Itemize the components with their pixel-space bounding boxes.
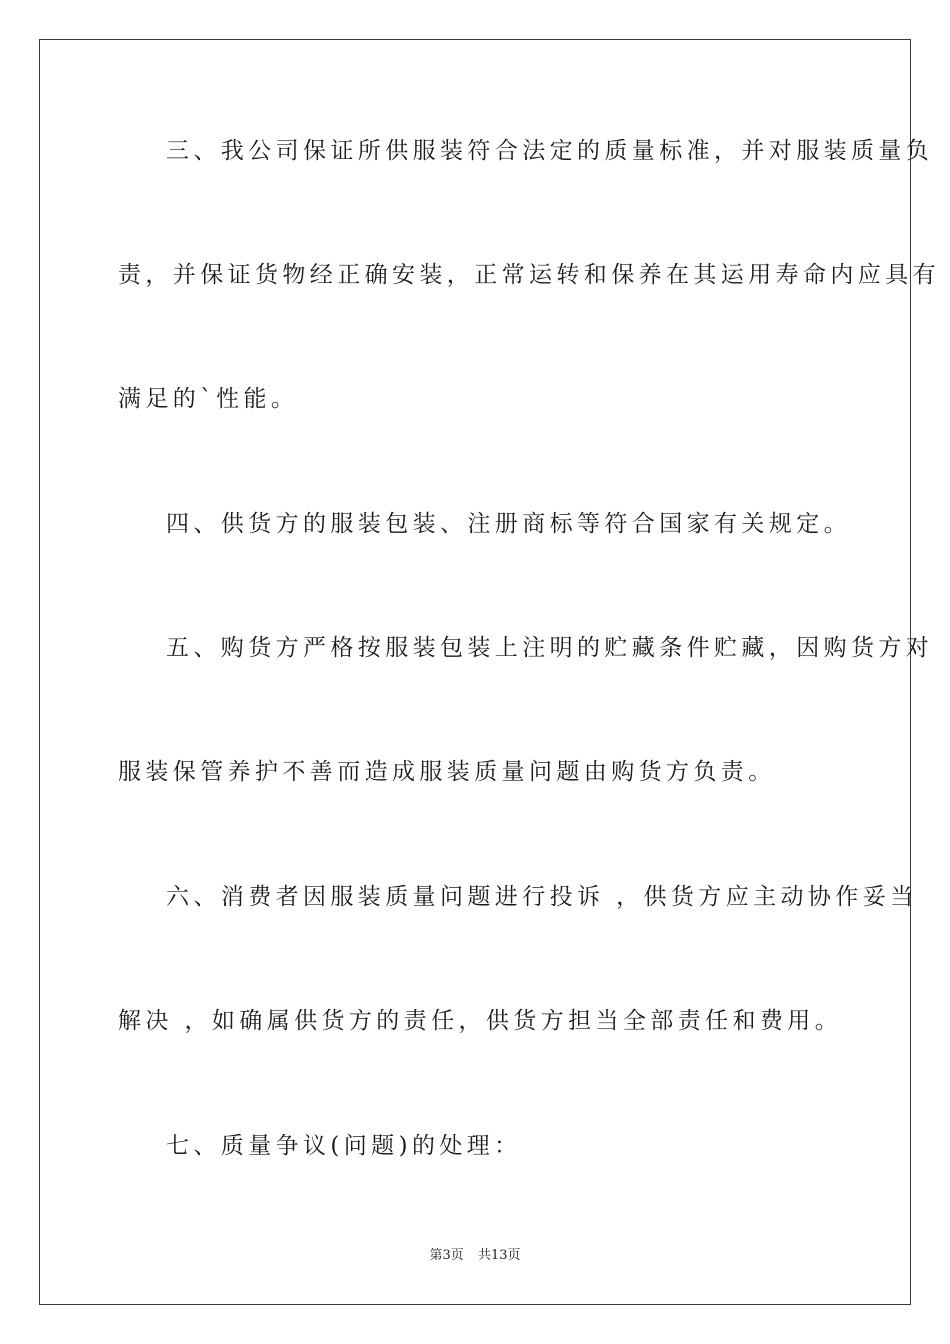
page-footer <box>0 1247 950 1265</box>
paragraph-line: 三、我公司保证所供服装符合法定的质量标准，并对服装质量负 <box>166 138 934 164</box>
paragraph-line: 五、购货方严格按服装包装上注明的贮藏条件贮藏，因购货方对 <box>166 635 934 661</box>
paragraph-line: 服装保管养护不善而造成服装质量问题由购货方负责。 <box>118 759 776 785</box>
paragraph-line: 六、消费者因服装质量问题进行投诉 ，供货方应主动协作妥当 <box>166 884 918 910</box>
page-border <box>39 39 911 1305</box>
paragraph-line: 责，并保证货物经正确安装，正常运转和保养在其运用寿命内应具有 <box>118 262 940 288</box>
paragraph-line: 解决 ，如确属供货方的责任，供货方担当全部责任和费用。 <box>118 1008 843 1034</box>
page-number: 第3页 <box>429 1248 464 1263</box>
paragraph-line: 四、供货方的服装包装、注册商标等符合国家有关规定。 <box>166 511 851 537</box>
paragraph-line: 七、质量争议(问题)的处理： <box>166 1133 522 1159</box>
paragraph-line: 满足的`性能。 <box>118 386 299 412</box>
page-total: 共13页 <box>477 1248 521 1263</box>
